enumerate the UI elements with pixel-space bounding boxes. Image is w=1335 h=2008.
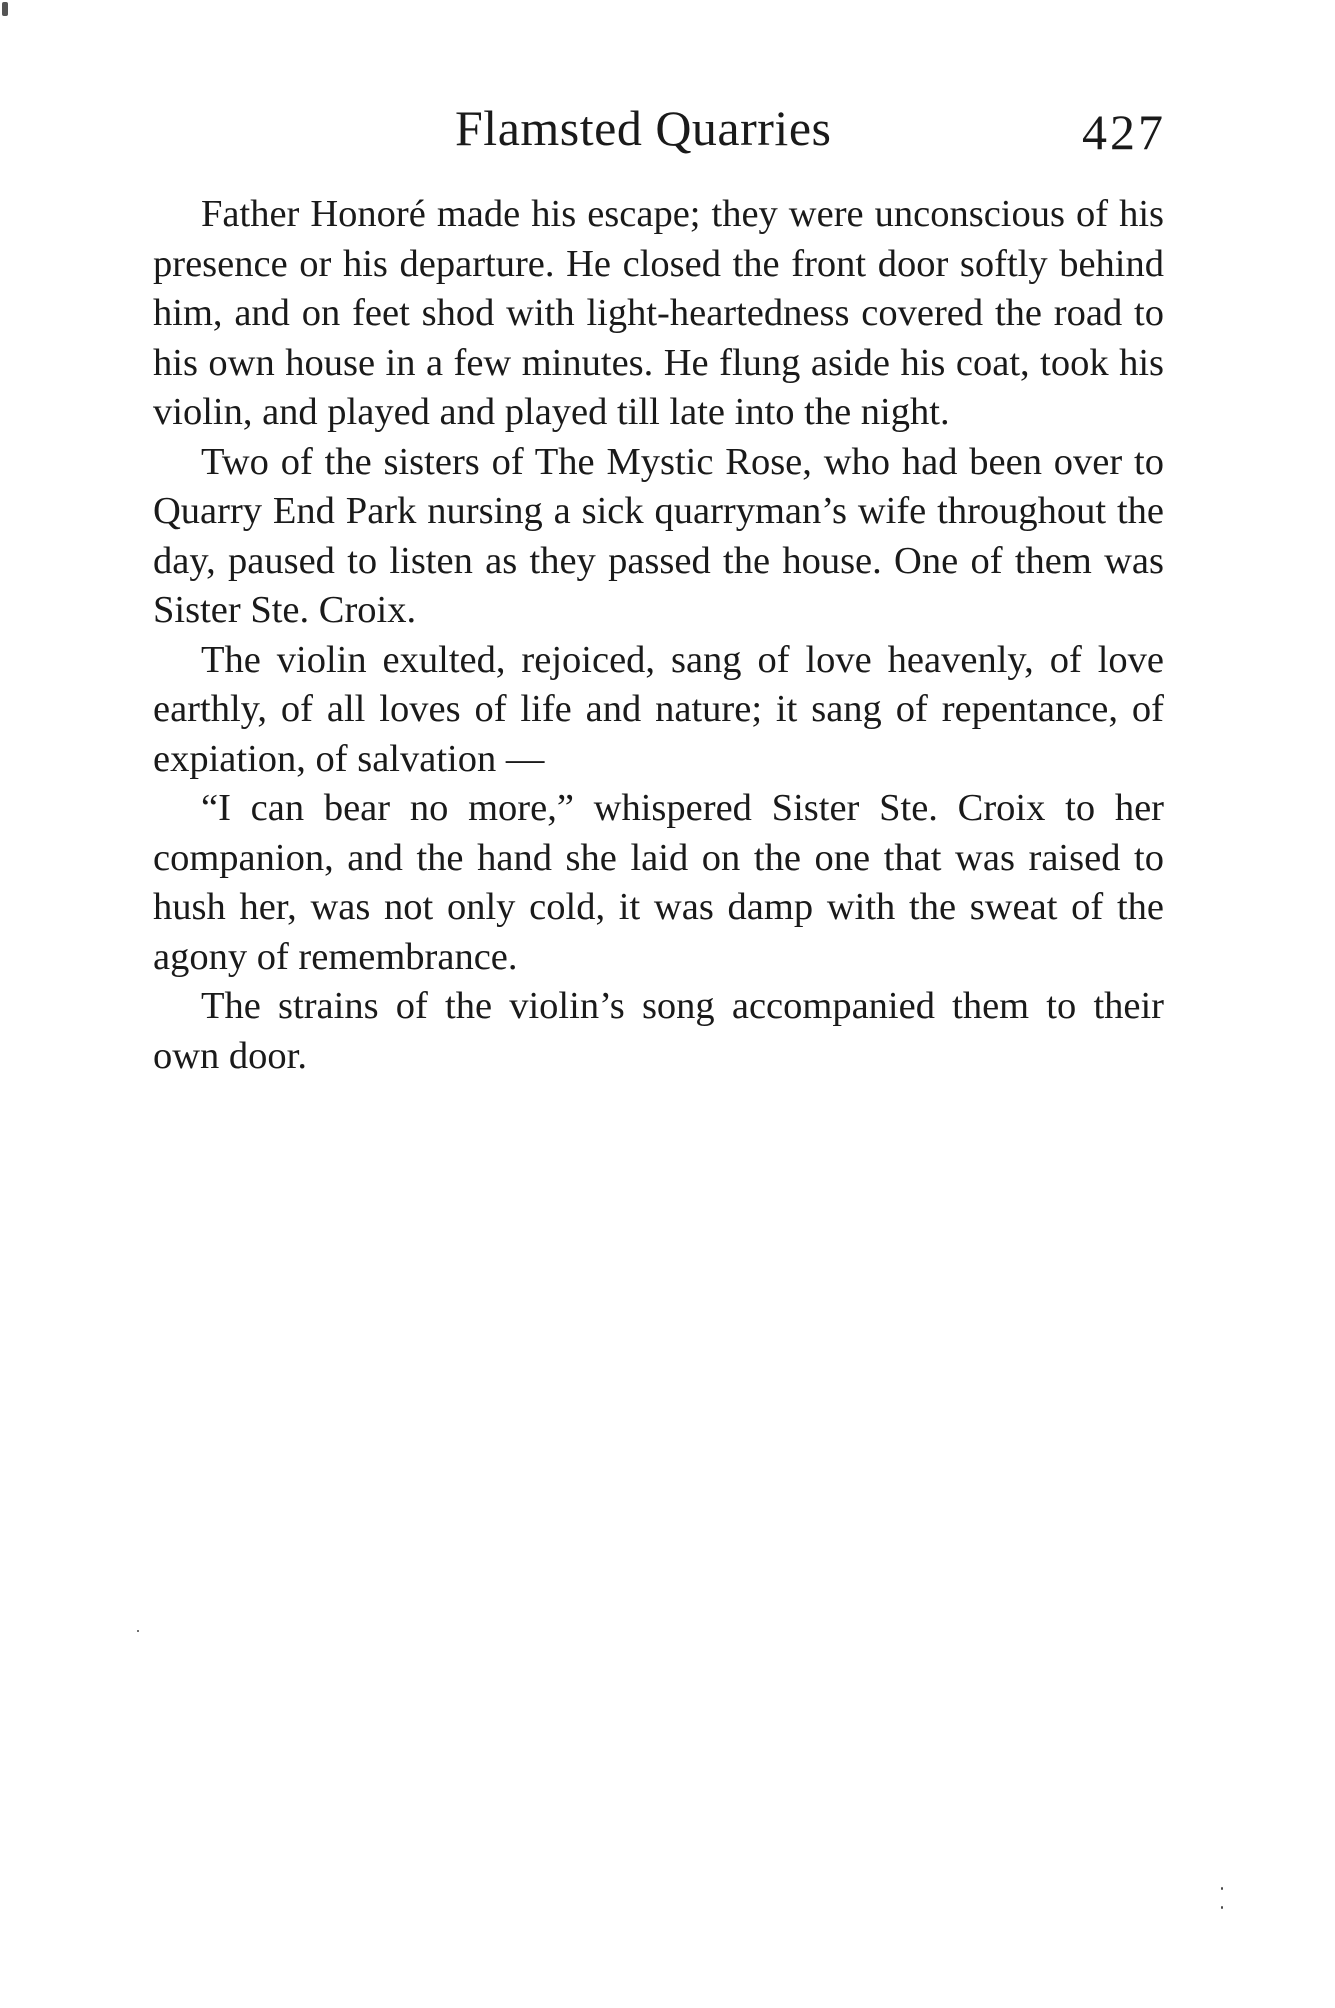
- paragraph-door: The strains of the violin’s song accompanied them to their own door.: [153, 985, 1164, 1077]
- body-text: [153, 190, 1164, 1081]
- scan-speck: [1221, 1906, 1223, 1909]
- paragraph-violin: The violin exulted, rejoiced, sang of love heavenly, of love earthly, of all loves of life and nature; it sang of repentance, of expiation, of salvation —: [153, 638, 1164, 780]
- scan-speck: [137, 1630, 139, 1632]
- scan-speck: [2, 2, 8, 16]
- paragraph-escape: Father Honoré made his escape; they were unconscious of his presence or his departure. He closed the front door softly behind him, and on feet shod with light-heartedness covered the road to his own house in a few minutes. He flung aside his coat, took his violin, and played and played till late into the night.: [153, 193, 1164, 433]
- page-number: 427: [1082, 104, 1166, 160]
- page-header: [150, 92, 1170, 164]
- running-title: Flamsted Quarries: [455, 100, 832, 156]
- scan-speck: [1221, 1887, 1223, 1890]
- paragraph-remembrance: “I can bear no more,” whispered Sister Ste. Croix to her companion, and the hand she laid on the one that was raised to hush her, was not only cold, it was damp with the sweat of the agony of remembrance.: [153, 787, 1164, 978]
- paragraph-sisters: Two of the sisters of The Mystic Rose, who had been over to Quarry End Park nursing a sick quarryman’s wife throughout the day, paused to listen as they passed the house. One of them was Sister Ste. Croix.: [153, 440, 1164, 631]
